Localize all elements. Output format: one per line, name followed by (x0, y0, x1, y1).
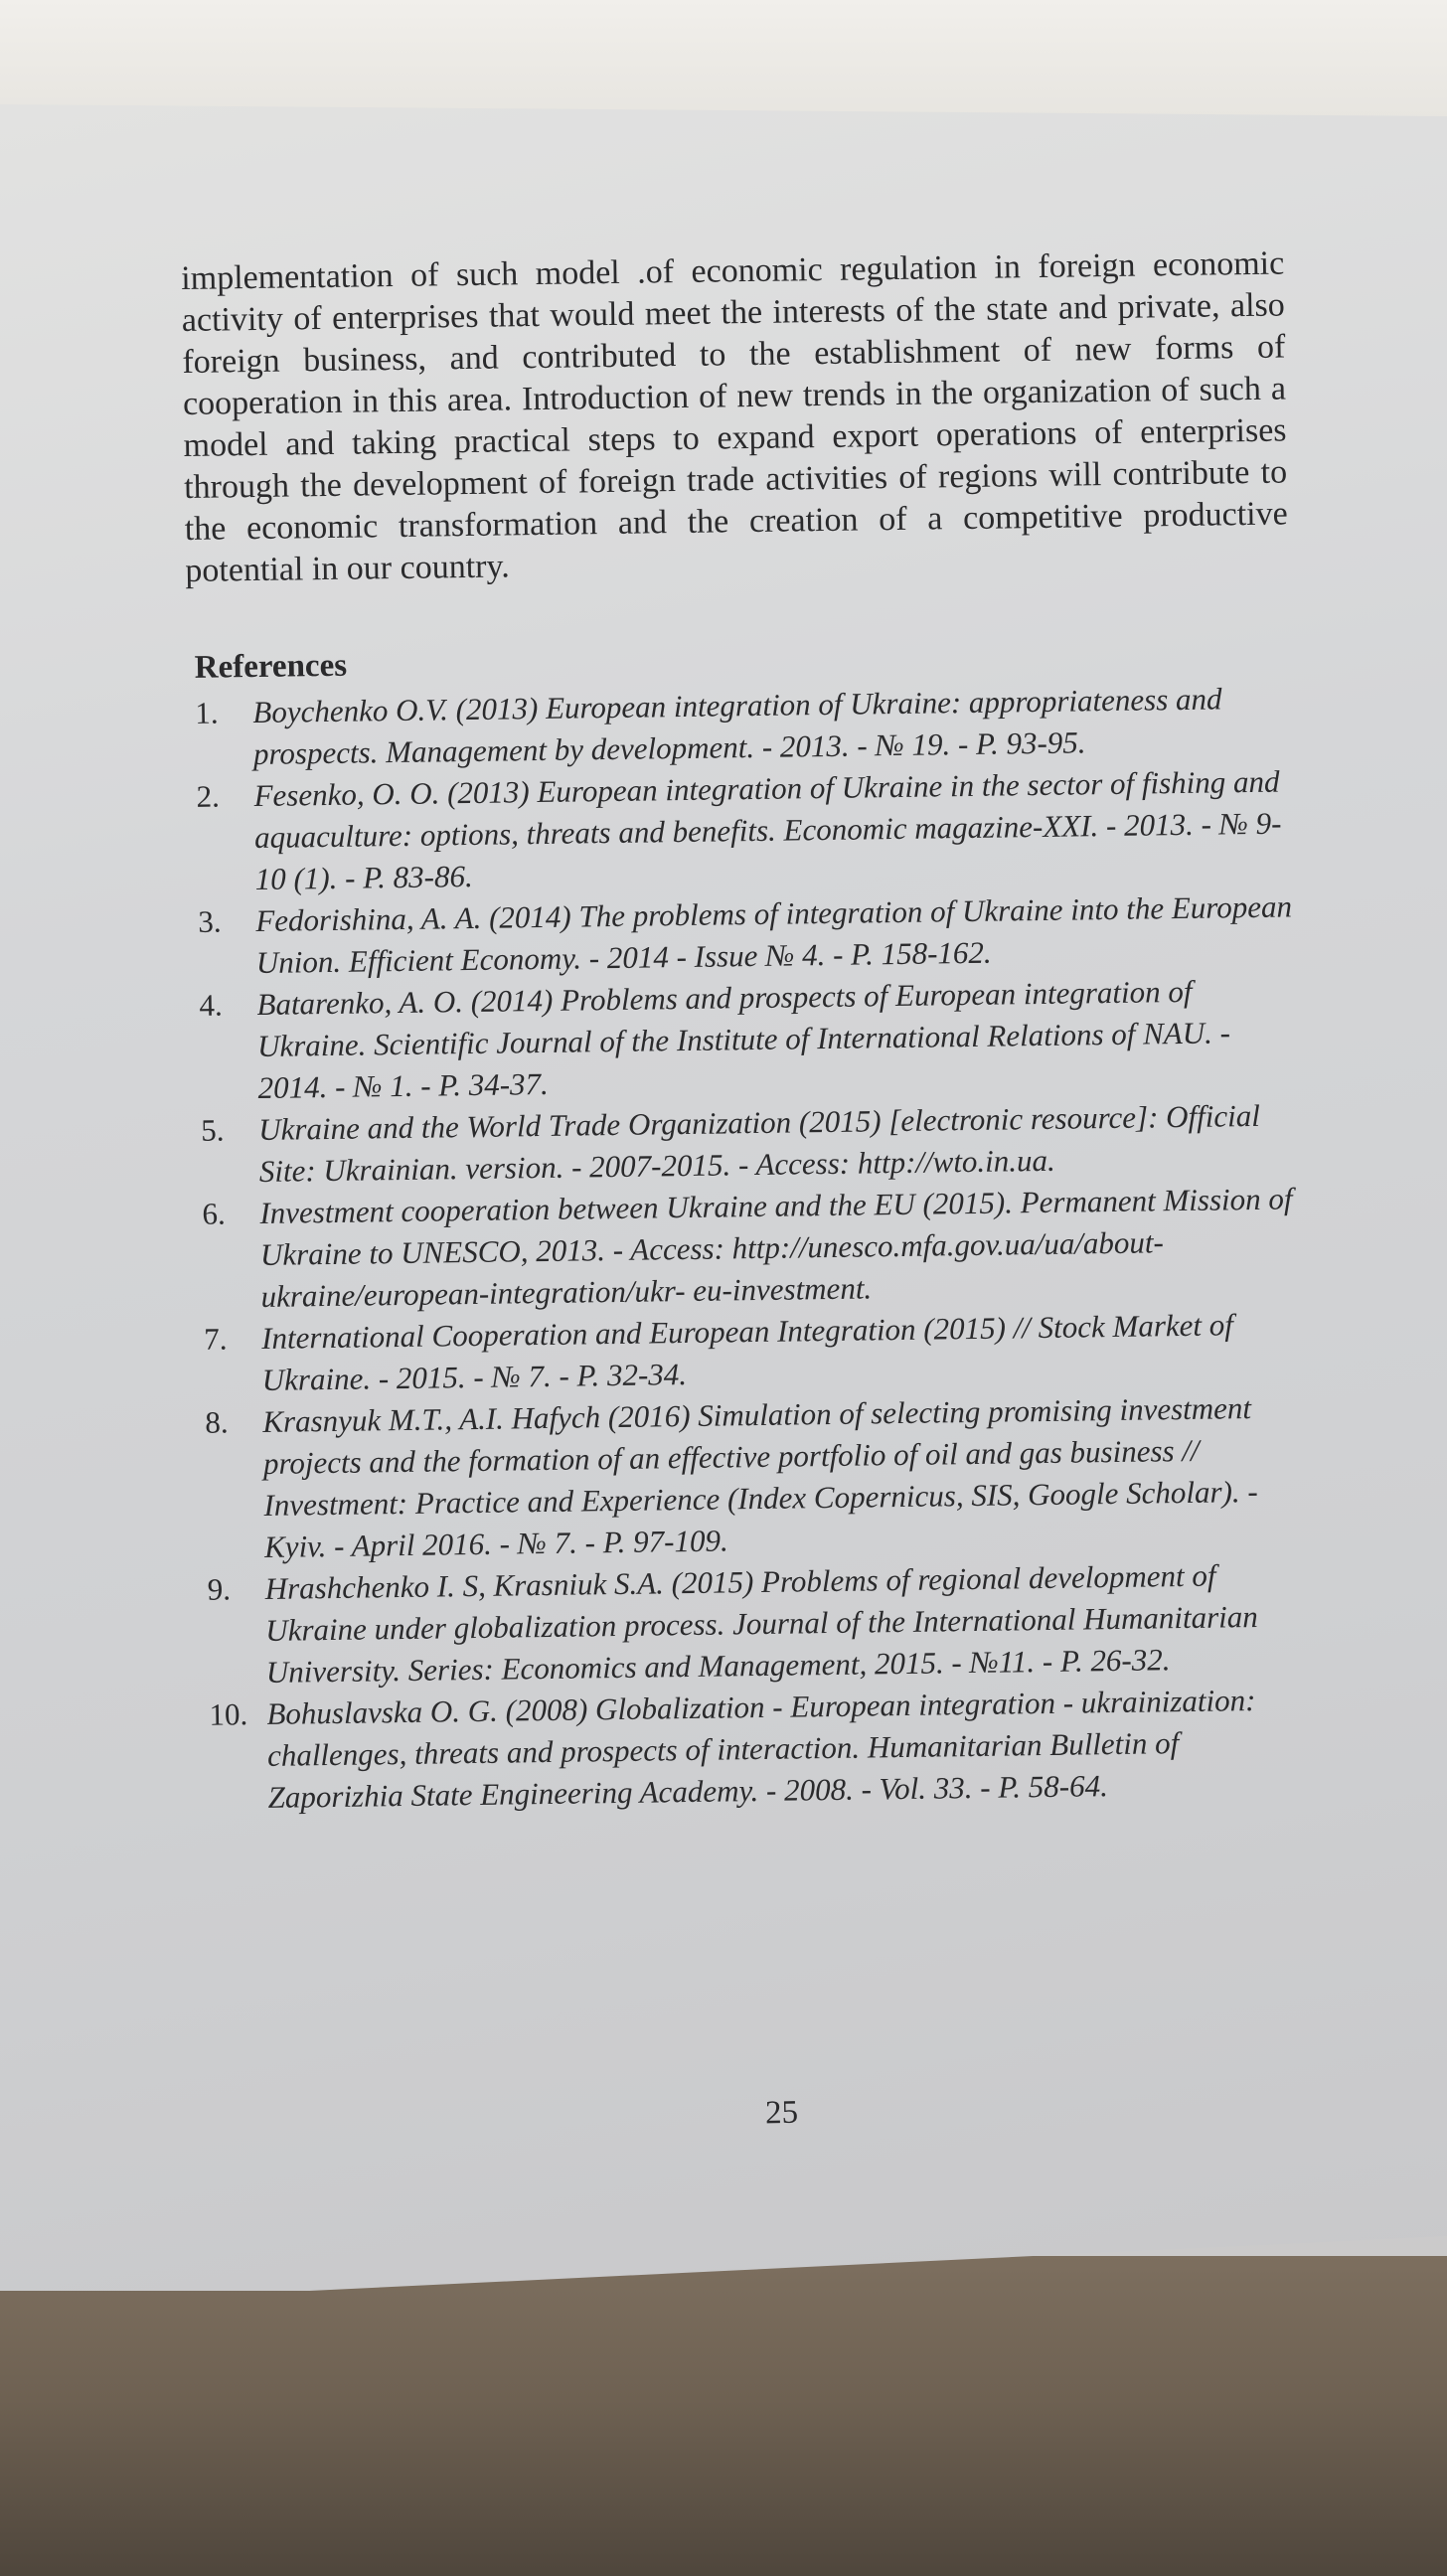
reference-item (201, 1094, 1297, 1193)
reference-text: Batarenko, A. O. (2014) Problems and prospects of European integration of Ukraine. Scientific Journal of the Institute of International Relations of NAU. - 2014. - № 1. - P. 34-37. (256, 973, 1231, 1105)
page-content (181, 243, 1306, 1820)
page-number: 25 (764, 2094, 799, 2132)
reference-item (196, 760, 1293, 900)
reference-item (204, 1303, 1300, 1401)
reference-text: Ukraine and the World Trade Organization (2015) [electronic resource]: Official Site: Ukrainian. version. - 2007-2015. - Access: http://wto.in.ua. (258, 1097, 1261, 1189)
reference-text: Bohuslavska O. G. (2008) Globalization - European integration - ukrainization: challenges, threats and prospects of interaction. Humanitarian Bulletin of Zaporizhia State Engineering Academy. - 2008. - Vol. 33. - P. 58-64. (266, 1683, 1256, 1815)
reference-number: 4. (199, 987, 223, 1023)
reference-number: 8. (205, 1404, 229, 1440)
reference-text: International Cooperation and European Integration (2015) // Stock Market of Ukraine. - 2015. - № 7. - P. 32-34. (260, 1307, 1234, 1397)
reference-item (205, 1386, 1302, 1568)
reference-text: Boychenko O.V. (2013) European integration of Ukraine: appropriateness and prospects. Management by development. - 2013. - № 19. - P. 93-95. (252, 681, 1222, 772)
reference-item (195, 677, 1291, 775)
reference-item (199, 969, 1296, 1109)
reference-number: 2. (196, 778, 221, 814)
reference-item (202, 1178, 1299, 1318)
references-heading: References (194, 647, 348, 686)
desk-surface (0, 2256, 1447, 2576)
reference-number: 10. (209, 1696, 248, 1732)
reference-number: 9. (207, 1571, 232, 1607)
reference-item (198, 886, 1294, 984)
reference-number: 1. (195, 695, 219, 730)
reference-text: Investment cooperation between Ukraine and the EU (2015). Permanent Mission of Ukraine to UNESCO, 2013. - Access: http://unesco.mfa.gov.ua/ua/about-ukraine/european-integration/ukr- eu-investment. (259, 1181, 1293, 1314)
reference-text: Krasnyuk M.T., A.I. Hafych (2016) Simulation of selecting promising investment projects and the formation of an effective portfolio of oil and gas business // Investment: Practice and Experience (Index Copernicus, SIS, Google Scholar). - Kyiv. - April 2016. - № 7. - P. 97-109. (262, 1390, 1258, 1564)
reference-number: 5. (201, 1112, 225, 1148)
reference-text: Hrashchenko I. S, Krasniuk S.A. (2015) Problems of regional development of Ukraine under globalization process. Journal of the International Humanitarian University. Series: Economics and Management, 2015. - №11. - P. 26-32. (264, 1557, 1258, 1690)
references-list (187, 677, 1306, 1819)
reference-item (209, 1679, 1306, 1819)
reference-number: 3. (198, 903, 222, 939)
reference-text: Fedorishina, A. A. (2014) The problems of integration of Ukraine into the European Union. Efficient Economy. - 2014 - Issue № 4. - P. 158-162. (255, 888, 1293, 981)
reference-number: 7. (203, 1321, 228, 1357)
intro-paragraph: implementation of such model .of economic regulation in foreign economic activity of enterprises that would meet the interests of the state and private, also foreign business, and contributed to the establishment of new forms of cooperation in this area. Introduction of new trends in the organization of such a model and taking practical steps to expand export operations of enterprises through the development of foreign trade activities of regions will contribute to the economic transformation and the creation of a competitive productive potential in our country. (181, 244, 1288, 589)
reference-number: 6. (202, 1196, 226, 1231)
reference-item (207, 1553, 1304, 1693)
reference-text: Fesenko, O. O. (2013) European integration of Ukraine in the sector of fishing and aquaculture: options, threats and benefits. Economic magazine-XXI. - 2013. - № 9-10 (1). - P. 83-86. (253, 763, 1282, 897)
